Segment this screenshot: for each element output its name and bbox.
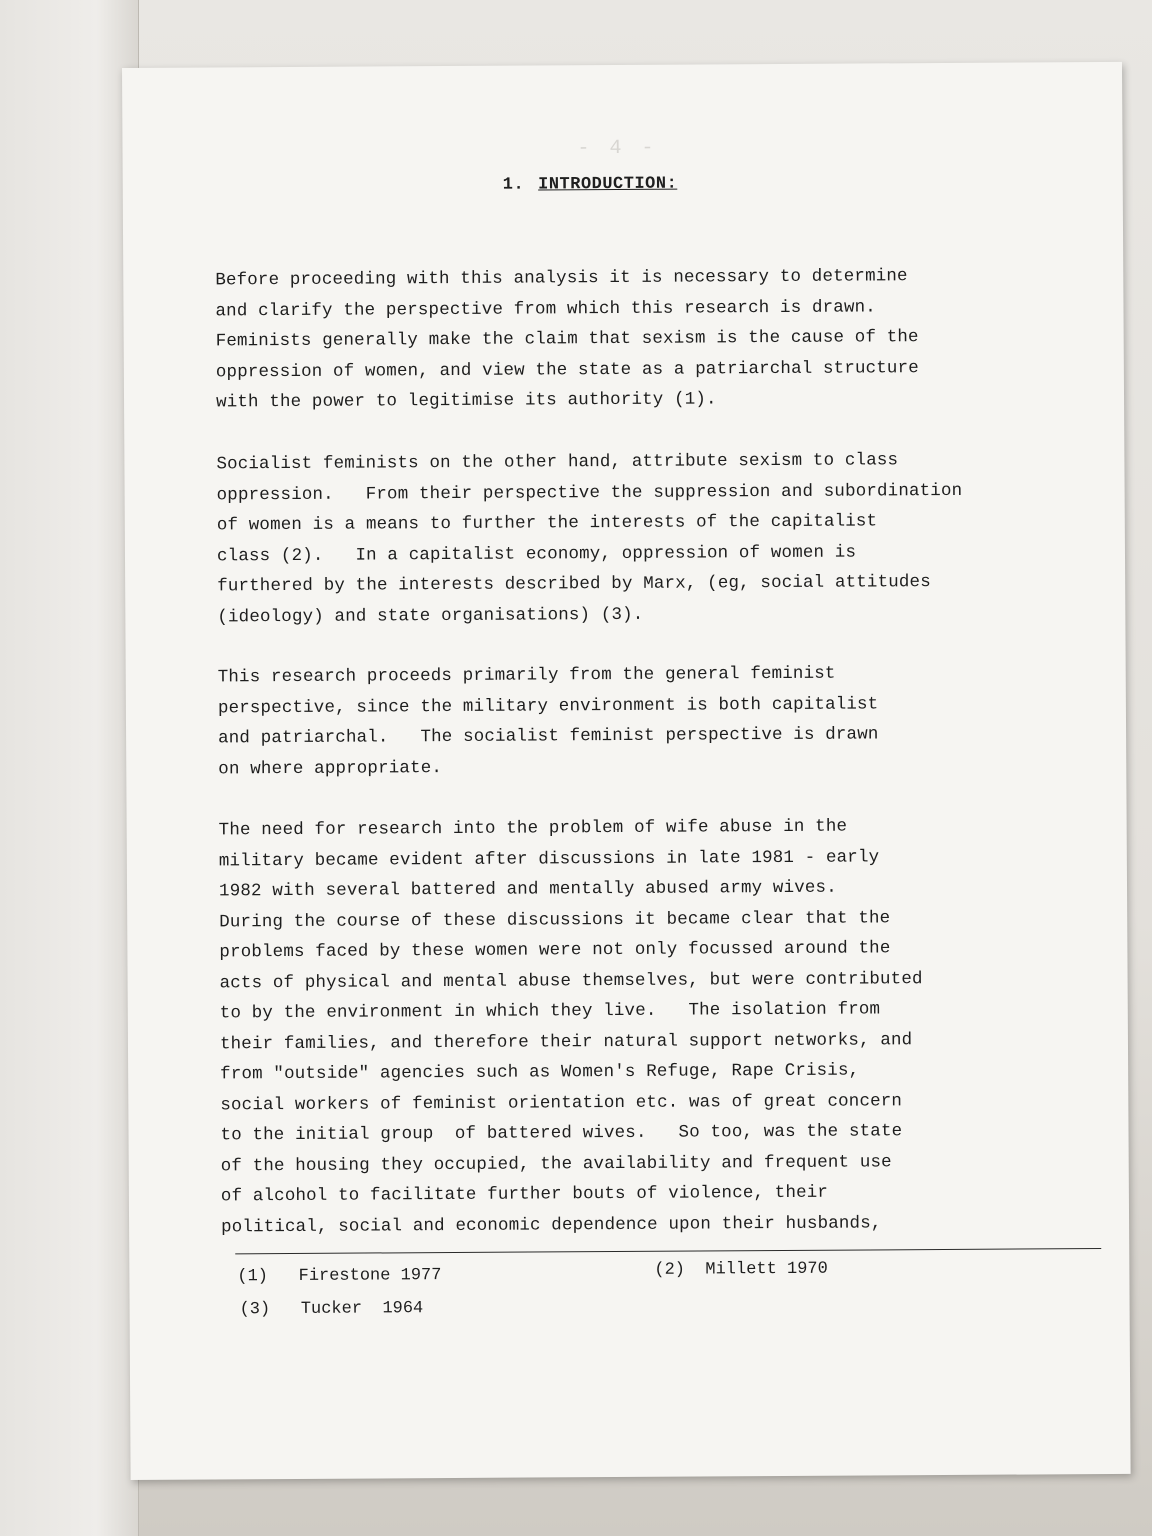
- footnote-2: [654, 1260, 828, 1280]
- section-title: INTRODUCTION:: [538, 174, 678, 195]
- footnote-text: Tucker 1964: [300, 1299, 424, 1319]
- paragraph-3: This research proceeds primarily from the general feminist perspective, since the military environment is both capitalist and patriarchal. The socialist feminist perspective is drawn on where appropriate.: [217, 663, 879, 779]
- document-page: [122, 62, 1131, 1480]
- section-heading: [503, 175, 678, 195]
- footnote-3: [240, 1299, 424, 1319]
- paragraph-1: Before proceeding with this analysis it is necessary to determine and clarify the perspective from which this research is drawn. Feminists generally make the claim that sexism is the cause of the oppression of women, and view the state as a patriarchal structure with the power to legitimise its authority (1).: [215, 266, 919, 413]
- page-number: - 4 -: [577, 136, 658, 161]
- footnote-text: Millett 1970: [705, 1259, 828, 1280]
- paragraph-4: The need for research into the problem of wife abuse in the military became evident after discussions in late 1981 - early 1982 with several battered and mentally abused army wives. During the course of these discussions it became clear that the problems faced by these women were not only focussed around the acts of physical and mental abuse themselves, but were contributed to by the environment in which they live. The isolation from their families, and therefore their natural support networks, and from "outside" agencies such as Women's Refuge, Rape Crisis, social workers of feminist orientation etc. was of great concern to the initial group of battered wives. So too, was the state of the housing they occupied, the availability and frequent use of alcohol to facilitate further bouts of violence, their political, social and economic dependence upon their husbands,: [218, 816, 923, 1237]
- footnote-marker: (1): [237, 1267, 269, 1287]
- footnote-1: [237, 1266, 441, 1286]
- footnote-text: Firestone 1977: [298, 1266, 442, 1286]
- section-number: 1.: [502, 175, 525, 195]
- footnote-marker: (3): [239, 1300, 271, 1320]
- footnote-divider: [235, 1248, 1101, 1254]
- facing-page-edge: [0, 0, 139, 1536]
- footnote-marker: (2): [654, 1260, 686, 1280]
- paragraph-2: Socialist feminists on the other hand, attribute sexism to class oppression. From their perspective the suppression and subordination of women is a means to further the interests of the capitalist class (2). In a capitalist economy, oppression of women is furthered by the interests described by Marx, (eg, social attitudes (ideology) and state organisations) (3).: [216, 450, 963, 627]
